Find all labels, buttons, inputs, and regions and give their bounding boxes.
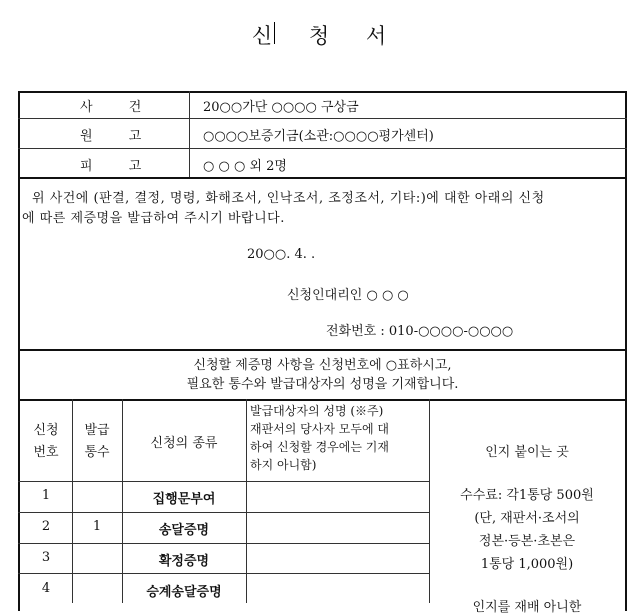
- table-row-divider: [18, 512, 429, 513]
- header-target-line-3: 하여 신청할 경우에는 기재: [250, 440, 389, 454]
- row-1-type: 집행문부여: [152, 492, 216, 507]
- instructions-line-2: 필요한 통수와 발급대상자의 성명을 기재합니다.: [186, 377, 459, 392]
- request-date[interactable]: 20○○. 4. .: [247, 247, 316, 262]
- fee-line-2: (단, 재판서·조서의: [474, 511, 580, 526]
- row-2-type: 송달증명: [158, 523, 210, 538]
- row-3-no[interactable]: 3: [41, 550, 51, 565]
- document-title: [0, 20, 640, 50]
- plaintiff-label: 원 고: [80, 129, 158, 144]
- fee-cut-line: 인지를 재배 아니한: [472, 600, 582, 615]
- defendant-value[interactable]: ○ ○ ○ 외 2명: [203, 159, 287, 174]
- title-char-2: 청: [308, 24, 332, 48]
- header-target-line-4: 하지 아니함): [250, 458, 317, 472]
- row-4-no[interactable]: 4: [41, 581, 51, 596]
- header-no-line-2: 번호: [33, 445, 59, 460]
- case-label: 사 건: [80, 100, 158, 115]
- row-2-count[interactable]: 1: [92, 519, 102, 534]
- header-count-line-2: 통수: [84, 445, 110, 460]
- request-paragraph: [22, 189, 622, 229]
- header-target-line-1: 발급대상자의 성명 (※주): [250, 404, 384, 418]
- text-cursor: [274, 22, 275, 44]
- title-char-1: 신: [251, 24, 275, 48]
- table-row-divider: [18, 573, 429, 574]
- row-4-type: 승계송달증명: [146, 585, 222, 600]
- header-no-line-1: 신청: [33, 423, 59, 438]
- plaintiff-value[interactable]: ○○○○보증기금(소관:○○○○평가센터): [203, 129, 434, 144]
- fee-line-3: 정본·등본·초본은: [478, 534, 576, 549]
- header-count-line-1: 발급: [84, 423, 110, 438]
- table-row-divider: [18, 543, 429, 544]
- label-column-divider: [189, 91, 190, 177]
- title-char-3: 서: [365, 24, 389, 48]
- request-line-2: 에 따른 제증명을 발급하여 주시기 바랍니다.: [22, 211, 285, 226]
- row-2-no[interactable]: 2: [41, 519, 51, 534]
- header-count: [72, 420, 122, 464]
- header-target: [250, 402, 389, 474]
- fee-line-4: 1통당 1,000원): [480, 557, 574, 572]
- fee-info: [429, 484, 625, 576]
- applicant-name[interactable]: 신청인대리인 ○ ○ ○: [287, 288, 409, 303]
- request-line-1: 위 사건에 (판결, 결정, 명령, 화해조서, 인낙조서, 조정조서, 기타:)에 대한 아래의 신청: [32, 191, 545, 206]
- row-divider: [18, 118, 627, 119]
- section-divider: [18, 349, 627, 351]
- applicant-phone[interactable]: 전화번호 : 010-○○○○-○○○○: [326, 324, 514, 339]
- instructions: [18, 356, 627, 394]
- table-row-divider: [18, 481, 429, 482]
- row-divider: [18, 148, 627, 149]
- defendant-label: 피 고: [80, 159, 158, 174]
- section-divider: [18, 399, 627, 401]
- header-stamp: 인지 붙이는 곳: [485, 445, 569, 460]
- case-value[interactable]: 20○○가단 ○○○○ 구상금: [203, 100, 359, 115]
- row-3-type: 확정증명: [158, 554, 210, 569]
- row-1-no[interactable]: 1: [41, 488, 51, 503]
- table-col-divider: [246, 399, 247, 603]
- fee-line-1: 수수료: 각1통당 500원: [460, 488, 594, 503]
- instructions-line-1: 신청할 제증명 사항을 신청번호에 ○표하시고,: [193, 358, 452, 373]
- header-no: [20, 420, 72, 464]
- header-target-line-2: 재판서의 당사자 모두에 대: [250, 422, 389, 436]
- header-type: 신청의 종류: [150, 436, 218, 451]
- row-divider: [18, 177, 627, 179]
